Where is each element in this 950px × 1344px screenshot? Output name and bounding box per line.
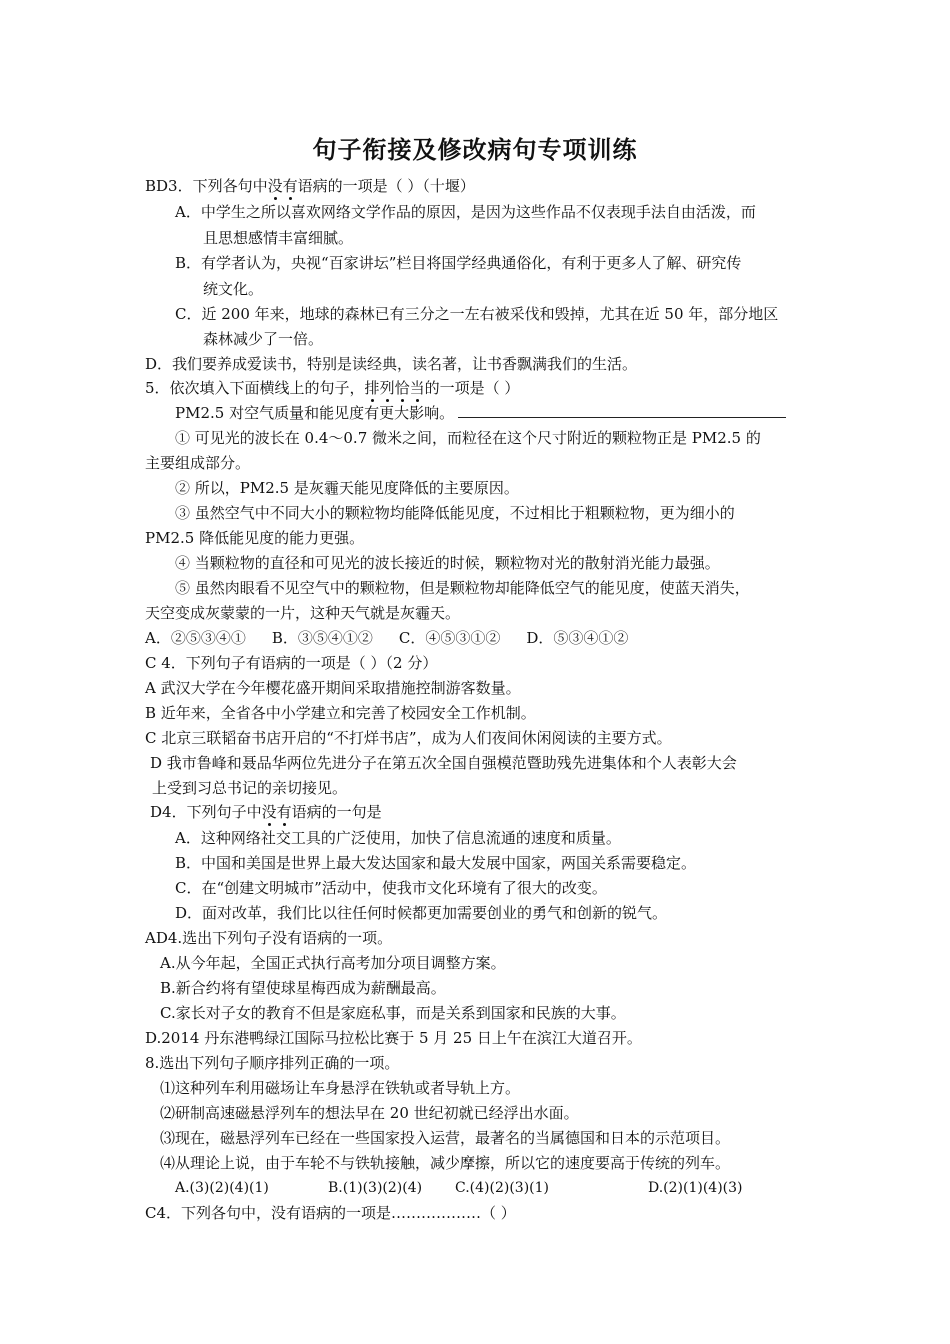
emphasis-char: 没: [261, 803, 277, 821]
question-c4b-head: C4．下列各句中，没有语病的一项是………………（ ）: [145, 1204, 516, 1222]
option-b-line: B．有学者认为，央视“百家讲坛”栏目将国学经典通俗化，有利于更多人了解、研究传: [175, 254, 742, 272]
option-d: D．⑤③④①②: [526, 629, 629, 647]
question-5-head: 5．依次填入下面横线上的句子，排列恰当的一项是（ ）: [145, 379, 520, 397]
d4-option-c: C．在“创建文明城市”活动中，使我市文化环境有了很大的改变。: [175, 879, 607, 897]
c4-option-c: C 北京三联韬奋书店开启的“不打烊书店”，成为人们夜间休闲阅读的主要方式。: [145, 729, 672, 747]
q8-option-b: B.(1)(3)(2)(4): [328, 1180, 423, 1196]
emphasis-char: 有: [276, 803, 292, 821]
q5-lead-line: PM2.5 对空气质量和能见度有更大影响。: [175, 403, 786, 423]
emphasis-char: 有: [282, 177, 298, 195]
answer-blank: [458, 403, 786, 418]
option-a: A．②⑤③④①: [145, 629, 246, 647]
q5-sentence-3: ③ 虽然空气中不同大小的颗粒物均能降低能见度，不过相比于粗颗粒物，更为细小的: [175, 504, 735, 522]
q8-sentence-4: ⑷从理论上说，由于车轮不与铁轨接触，减少摩擦，所以它的速度要高于传统的列车。: [160, 1154, 731, 1172]
option-a-line: A．中学生之所以喜欢网络文学作品的原因，是因为这些作品不仅表现手法自由活泼，而: [175, 203, 756, 221]
option-c-line: C．近 200 年来，地球的森林已有三分之一左右被采伐和毁掉，尤其在近 50 年，部分地区: [175, 305, 779, 323]
q8-sentence-1: ⑴这种列车利用磁场让车身悬浮在铁轨或者导轨上方。: [160, 1079, 521, 1097]
emphasis-char: 排: [364, 379, 380, 397]
question-8-head: 8.选出下列句子顺序排列正确的一项。: [145, 1054, 400, 1072]
q8-sentence-2: ⑵研制高速磁悬浮列车的想法早在 20 世纪初就已经浮出水面。: [160, 1104, 579, 1122]
q8-sentence-3: ⑶现在，磁悬浮列车已经在一些国家投入运营，最著名的当属德国和日本的示范项目。: [160, 1129, 731, 1147]
d4-option-b: B．中国和美国是世界上最大发达国家和最大发展中国家，两国关系需要稳定。: [175, 854, 697, 872]
c4-option-d-cont: 上受到习总书记的亲切接见。: [152, 779, 348, 797]
q5-sentence-1-cont: 主要组成部分。: [145, 454, 251, 472]
q8-option-a: A.(3)(2)(4)(1): [175, 1180, 269, 1196]
q5-sentence-1: ① 可见光的波长在 0.4～0.7 微米之间，而粒径在这个尺寸附近的颗粒物正是 PM2.5 的: [175, 429, 761, 447]
page-title: 句子衔接及修改病句专项训练: [312, 136, 638, 164]
question-d4-head: D4．下列句子中没有语病的一句是: [150, 803, 382, 821]
q5-sentence-5: ⑤ 虽然肉眼看不见空气中的颗粒物，但是颗粒物却能降低空气的能见度，使蓝天消失，: [175, 579, 750, 597]
ad4-option-b: B.新合约将有望使球星梅西成为薪酬最高。: [160, 979, 446, 997]
emphasis-char: 没: [267, 177, 283, 195]
q5-sentence-2: ② 所以，PM2.5 是灰霾天能见度降低的主要原因。: [175, 479, 519, 497]
c4-option-b: B 近年来，全省各中小学建立和完善了校园安全工作机制。: [145, 704, 536, 722]
option-c: C．④⑤③①②: [398, 629, 501, 647]
q5-sentence-5-cont: 天空变成灰蒙蒙的一片，这种天气就是灰霾天。: [145, 604, 461, 622]
emphasis-text: [262, 803, 292, 821]
c4-option-a: A 武汉大学在今年樱花盛开期间采取措施控制游客数量。: [145, 679, 521, 697]
emphasis-text: [268, 177, 298, 195]
d4-option-d: D．面对改革，我们比以往任何时候都更加需要创业的勇气和创新的锐气。: [175, 904, 668, 922]
option-b-cont: 统文化。: [203, 280, 264, 298]
q5-sentence-4: ④ 当颗粒物的直径和可见光的波长接近的时候，颗粒物对光的散射消光能力最强。: [175, 554, 720, 572]
q5-sentence-3-cont: PM2.5 降低能见度的能力更强。: [145, 529, 365, 547]
ad4-option-d: D.2014 丹东港鸭绿江国际马拉松比赛于 5 月 25 日上午在滨江大道召开。: [145, 1029, 642, 1047]
d4-option-a: A．这种网络社交工具的广泛使用，加快了信息流通的速度和质量。: [175, 829, 621, 847]
emphasis-char: 恰: [394, 379, 410, 397]
ad4-option-c: C.家长对子女的教育不但是家庭私事，而是关系到国家和民族的大事。: [160, 1004, 626, 1022]
q8-option-d: D.(2)(1)(4)(3): [648, 1180, 743, 1196]
question-bd3-head: BD3．下列各句中没有语病的一项是（ ）（十堰）: [145, 177, 475, 195]
q8-option-c: C.(4)(2)(3)(1): [455, 1180, 549, 1196]
ad4-option-a: A.从今年起，全国正式执行高考加分项目调整方案。: [160, 954, 506, 972]
emphasis-text: [365, 379, 425, 397]
question-c4-head: C 4．下列句子有语病的一项是（ ）（2 分）: [145, 654, 438, 672]
option-c-cont: 森林减少了一倍。: [203, 330, 324, 348]
q5-options: [145, 628, 654, 648]
emphasis-char: 当: [409, 379, 425, 397]
c4-option-d: D 我市鲁峰和聂品华两位先进分子在第五次全国自强模范暨助残先进集体和个人表彰大会: [150, 754, 737, 772]
option-a-cont: 且思想感情丰富细腻。: [203, 229, 354, 247]
option-d-line: D．我们要养成爱读书，特别是读经典，读名著，让书香飘满我们的生活。: [145, 355, 638, 373]
question-ad4-head: AD4.选出下列句子没有语病的一项。: [145, 929, 393, 947]
emphasis-char: 列: [379, 379, 395, 397]
option-b: B．③⑤④①②: [271, 629, 373, 647]
